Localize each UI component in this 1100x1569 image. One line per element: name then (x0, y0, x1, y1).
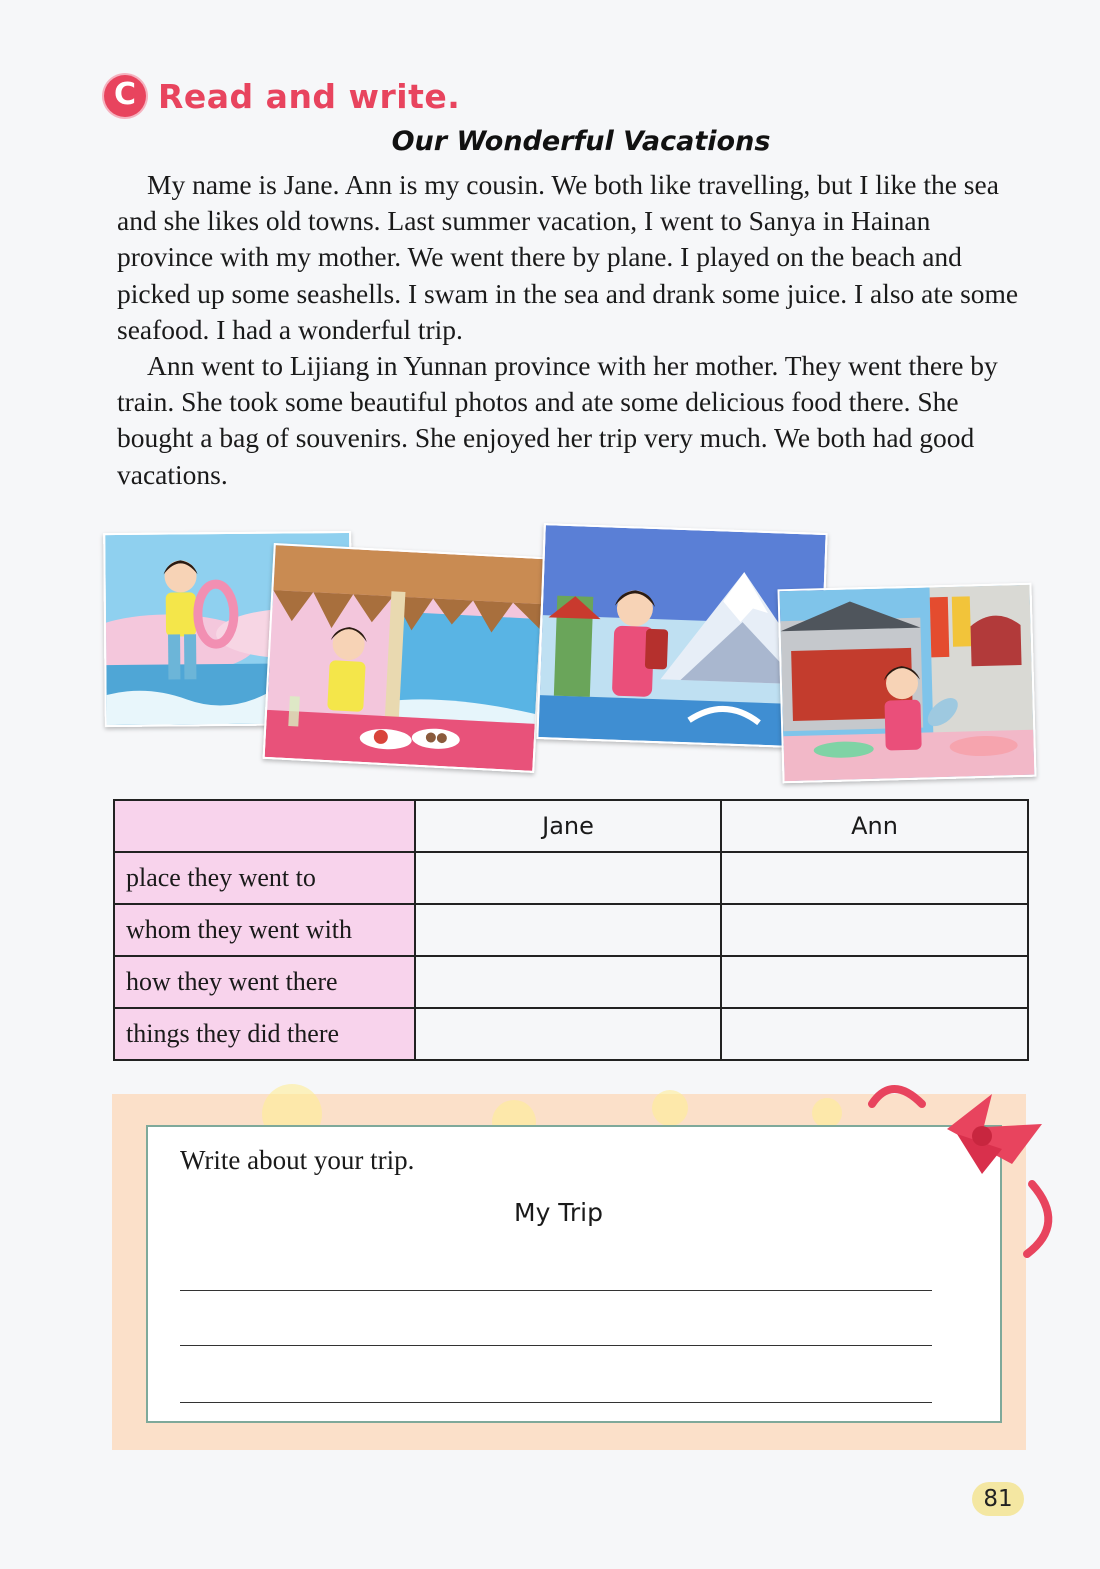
ribbon-bow-icon (862, 1074, 1062, 1264)
table-header-row (114, 800, 1028, 852)
writing-line-2[interactable] (180, 1345, 932, 1346)
table-row (114, 904, 1028, 956)
cell-ann-how[interactable] (721, 956, 1028, 1008)
story-text (117, 167, 1022, 493)
table-header-jane: Jane (415, 800, 721, 852)
row-label-how: how they went there (114, 956, 415, 1008)
illustration-souvenirs (778, 583, 1037, 784)
decor-bubble (652, 1090, 688, 1126)
story-paragraph-1: My name is Jane. Ann is my cousin. We both like travelling, but I like the sea and she likes old towns. Last summer vacation, I went to Sanya in Hainan province with my mother. We went there by plane. I played on the beach and picked up some seashells. I swam in the sea and drank some juice. I also ate some seafood. I had a wonderful trip. (117, 169, 1019, 345)
cell-ann-place[interactable] (721, 852, 1028, 904)
table-header-blank (114, 800, 415, 852)
section-title: Read and write. (158, 76, 461, 116)
cell-jane-how[interactable] (415, 956, 721, 1008)
cell-ann-whom[interactable] (721, 904, 1028, 956)
info-table (113, 799, 1029, 1061)
section-badge-letter: C (113, 77, 137, 112)
writing-prompt: Write about your trip. (180, 1145, 415, 1175)
decor-bubble (812, 1098, 842, 1128)
row-label-whom: whom they went with (114, 904, 415, 956)
story-paragraph-2: Ann went to Lijiang in Yunnan province with her mother. They went there by train. She took some beautiful photos and ate some delicious food there. She bought a bag of souvenirs. She enjoyed her trip very much. We both had good vacations. (117, 350, 998, 490)
table-row (114, 956, 1028, 1008)
writing-title: My Trip (514, 1198, 604, 1227)
writing-line-1[interactable] (180, 1290, 932, 1291)
row-label-things: things they did there (114, 1008, 415, 1060)
table-row (114, 1008, 1028, 1060)
section-header (104, 74, 460, 118)
cell-jane-place[interactable] (415, 852, 721, 904)
table-header-ann: Ann (721, 800, 1028, 852)
story-title: Our Wonderful Vacations (391, 126, 771, 157)
cell-ann-things[interactable] (721, 1008, 1028, 1060)
cell-jane-whom[interactable] (415, 904, 721, 956)
section-badge (104, 75, 146, 117)
page-number: 81 (972, 1482, 1024, 1516)
writing-line-3[interactable] (180, 1402, 932, 1403)
row-label-place: place they went to (114, 852, 415, 904)
cell-jane-things[interactable] (415, 1008, 721, 1060)
illustration-seafood (263, 543, 546, 773)
table-row (114, 852, 1028, 904)
